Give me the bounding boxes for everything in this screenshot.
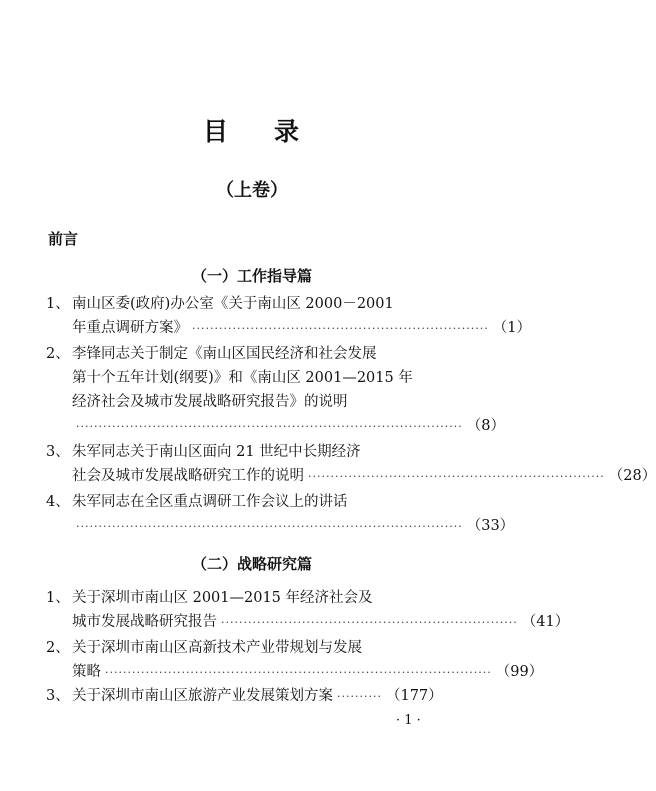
entry-page: （33） [466, 518, 515, 534]
entry-page: （8） [466, 418, 505, 434]
toc-entry[interactable] [46, 440, 656, 488]
leader-dots: ·········· [337, 690, 382, 703]
leader-dots: ······················································································ [105, 666, 492, 679]
entry-title-line: 李锋同志关于制定《南山区国民经济和社会发展 [72, 346, 377, 362]
entry-page: （1） [492, 320, 532, 336]
entry-title-line: 经济社会及城市发展战略研究报告》的说明 [72, 394, 348, 410]
toc-entry[interactable] [46, 292, 532, 340]
leader-dots: ······················································································ [76, 520, 463, 533]
entry-title-line: 朱军同志关于南山区面向 21 世纪中长期经济 [72, 444, 361, 460]
entry-number: 2、 [46, 640, 70, 656]
volume-label: （上卷） [216, 180, 288, 201]
entry-title-line: 策略 [72, 664, 101, 680]
toc-entry[interactable] [46, 490, 515, 538]
entry-number: 4、 [46, 494, 70, 510]
page-title [0, 112, 504, 148]
entry-number: 3、 [46, 688, 70, 704]
entry-page: （99） [495, 664, 544, 680]
leader-dots: ·································································· [308, 470, 605, 483]
entry-title-line: 南山区委(政府)办公室《关于南山区 2000－2001 [72, 296, 394, 312]
entry-title-line: 第十个五年计划(纲要)》和《南山区 2001—2015 年 [72, 370, 413, 386]
leader-dots: ······················································································ [76, 420, 463, 433]
title-char-right: 录 [274, 117, 302, 146]
entry-title-line: 关于深圳市南山区高新技术产业带规划与发展 [72, 640, 362, 656]
toc-entry[interactable] [46, 342, 505, 438]
toc-entry[interactable] [46, 586, 570, 634]
entry-number: 1、 [46, 296, 70, 312]
entry-number: 3、 [46, 444, 70, 460]
leader-dots: ·································································· [221, 616, 518, 629]
toc-entry[interactable] [46, 684, 443, 708]
page-number: · 1 · [396, 713, 421, 728]
entry-title-line: 社会及城市发展战略研究工作的说明 [72, 468, 304, 484]
preface-heading: 前言 [48, 230, 79, 248]
entry-page: （41） [521, 614, 570, 630]
entry-page: （28） [608, 468, 656, 484]
entry-number: 1、 [46, 590, 70, 606]
entry-title-line: 关于深圳市南山区 2001—2015 年经济社会及 [72, 590, 373, 606]
section-heading-work-guidance: （一）工作指导篇 [191, 267, 312, 285]
entry-title-line: 年重点调研方案》 [72, 320, 188, 336]
entry-title-line: 朱军同志在全区重点调研工作会议上的讲话 [72, 494, 348, 510]
entry-page: （177） [385, 688, 443, 704]
section-heading-strategy-research: （二）战略研究篇 [191, 555, 312, 573]
toc-entry[interactable] [46, 636, 544, 684]
entry-title-line: 关于深圳市南山区旅游产业发展策划方案 [72, 688, 333, 704]
title-char-left: 目 [202, 117, 230, 146]
leader-dots: ·································································· [192, 322, 489, 335]
entry-title-line: 城市发展战略研究报告 [72, 614, 217, 630]
entry-number: 2、 [46, 346, 70, 362]
